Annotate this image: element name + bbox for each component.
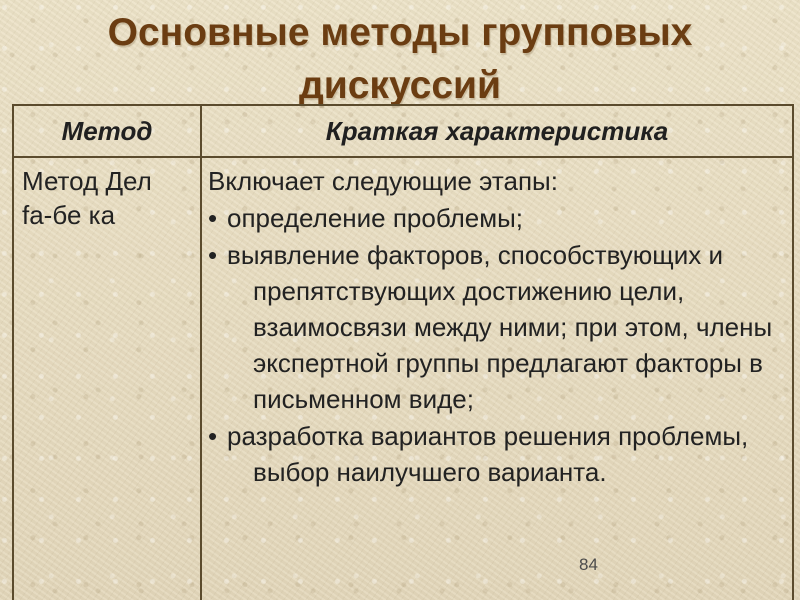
slide-title bbox=[0, 6, 800, 112]
methods-table bbox=[12, 104, 794, 600]
bullet-text-2: выявление факторов, способствующих и препятствующих достижению цели, взаимосвязи между ними; при этом, члены экспертной группы предлагают факторы в письменном виде; bbox=[227, 240, 773, 414]
page-number: 84 bbox=[579, 555, 598, 574]
bullet-text-1: определение проблемы; bbox=[227, 203, 523, 233]
bullet-marker-3: • bbox=[208, 421, 218, 451]
method-name-line-1: Метод Дел bbox=[22, 166, 152, 196]
bullet-text-3: разработка вариантов решения проблемы, выбор наилучшего варианта. bbox=[227, 421, 749, 487]
description-bullet-1 bbox=[208, 200, 788, 236]
table-header-row bbox=[14, 106, 792, 158]
table-column-divider bbox=[200, 106, 202, 600]
method-description-cell bbox=[208, 163, 788, 491]
method-name-line-2: fa-бе ка bbox=[22, 200, 116, 230]
description-intro: Включает следующие этапы: bbox=[208, 166, 558, 196]
description-bullet-3 bbox=[208, 418, 788, 490]
bullet-marker-1: • bbox=[208, 203, 218, 233]
slide-title-line-2: дискуссий bbox=[299, 64, 501, 107]
table-header-method: Метод bbox=[61, 115, 153, 146]
slide-title-line-1: Основные методы групповых bbox=[107, 11, 693, 54]
method-name-cell bbox=[22, 164, 198, 232]
table-header-description: Краткая характеристика bbox=[325, 115, 669, 146]
bullet-marker-2: • bbox=[208, 240, 218, 270]
description-bullet-2 bbox=[208, 237, 788, 417]
